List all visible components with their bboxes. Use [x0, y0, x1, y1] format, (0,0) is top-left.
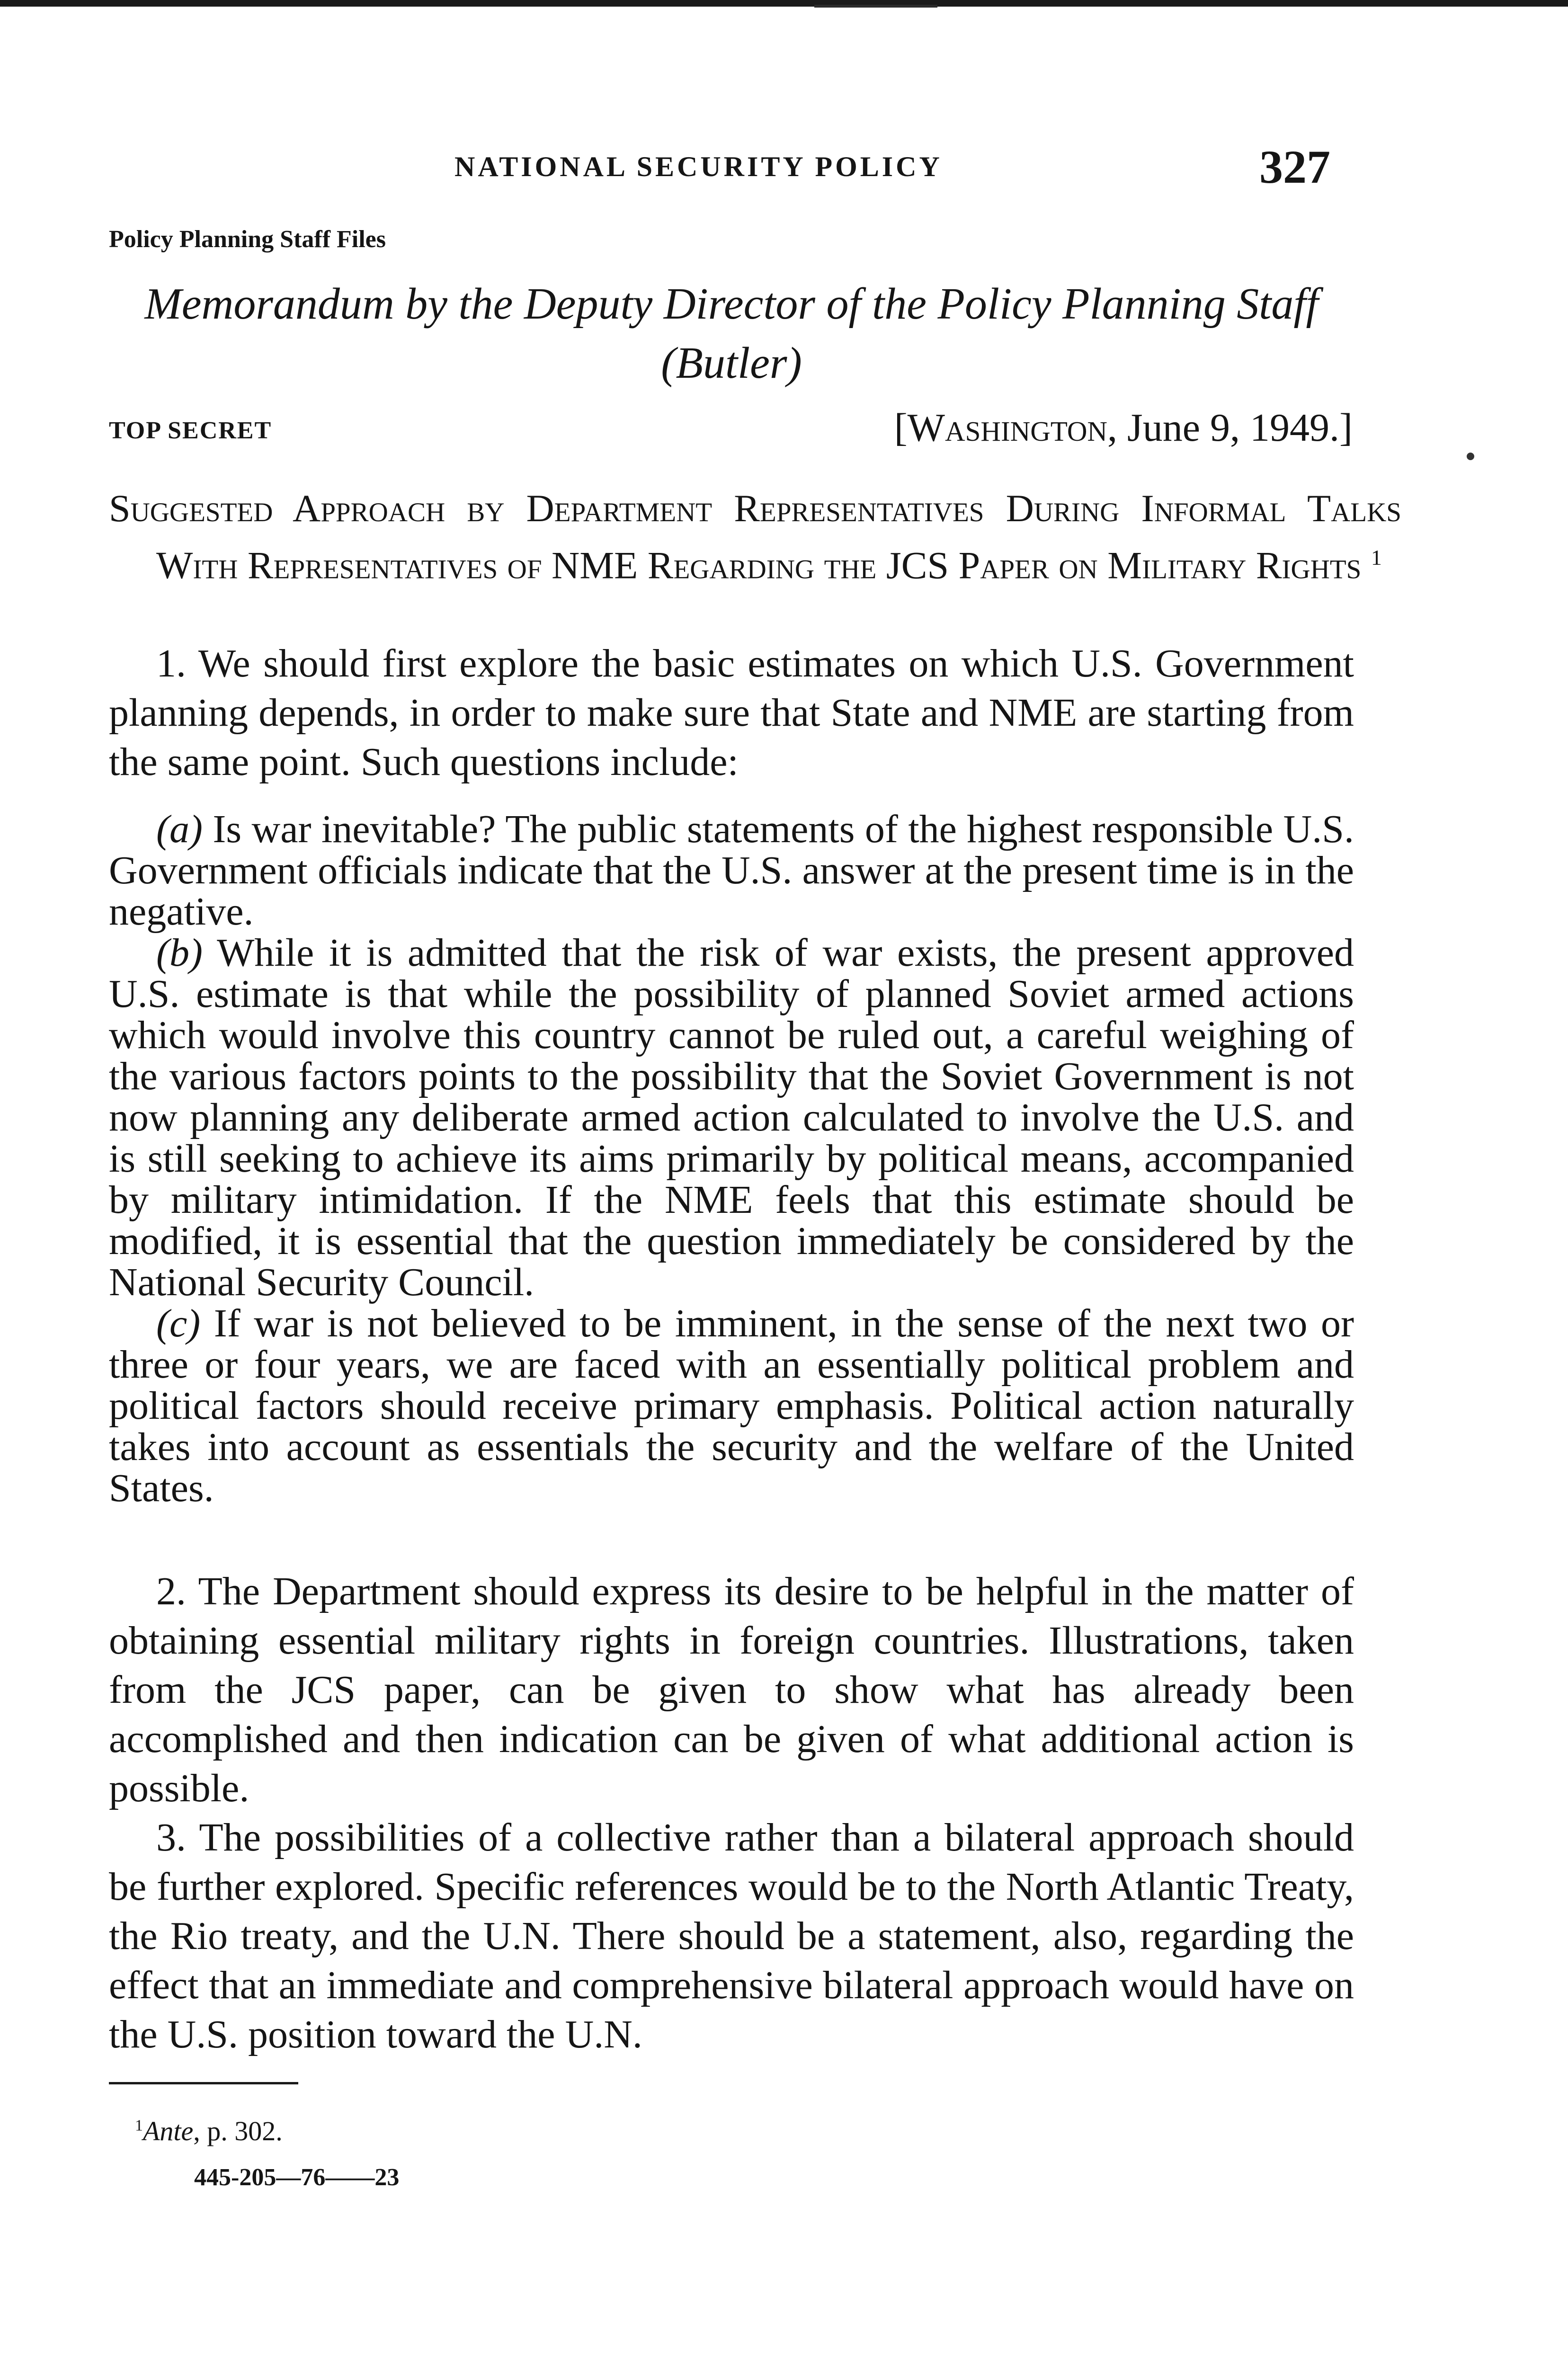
subparagraph-c-label: (c)	[156, 1301, 201, 1345]
subparagraph-b-label: (b)	[156, 931, 203, 975]
print-code: 445-205—76——23	[194, 2164, 400, 2191]
subparagraph-c-text: If war is not believed to be imminent, in the sense of the next two or three or four years, we are faced with an essentially political problem and political factors should receive primary emphasis. Political action naturally takes into account as essentials the security and the welfare of the United States.	[109, 1301, 1354, 1510]
subject-heading	[109, 484, 1401, 590]
memo-title-line-1: Memorandum by the Deputy Director of the Policy Planning Staff	[144, 279, 1319, 329]
subparagraph-a-label: (a)	[156, 807, 203, 851]
dateline-open: [	[894, 406, 908, 450]
page-number: 327	[1259, 141, 1330, 193]
running-head: NATIONAL SECURITY POLICY	[454, 151, 943, 182]
subparagraphs	[109, 809, 1354, 1509]
paragraph-3: 3. The possibilities of a collective rather than a bilateral approach should be further explored. Specific references would be to the North Atlantic Treaty, the Rio treaty, and the U.N. There should be a statement, also, regarding the effect that an immediate and comprehensive bilateral approach would have on the U.S. position toward the U.N.	[109, 1815, 1354, 2056]
footnote-marker: 1	[135, 2117, 143, 2135]
subparagraph-b-text: While it is admitted that the risk of war exists, the present approved U.S. estimate is that while the possibility of planned Soviet armed actions which would involve this country cannot be ruled out, a careful weighing of the various factors points to the possibility that the Soviet Government is not now planning any deliberate armed action calculated to involve the U.S. and is still seeking to achieve its aims primarily by political means, accompanied by military intimidation. If the NME feels that this estimate should be modified, it is essential that the question immediately be considered by the National Security Council.	[109, 931, 1354, 1304]
memo-title-line-2: (Butler)	[661, 338, 802, 388]
paragraph-2: 2. The Department should express its desire to be helpful in the matter of obtaining essential military rights in foreign countries. Illustrations, taken from the JCS paper, can be given to show what has already been accomplished and then indication can be given of what additional action is possible.	[109, 1569, 1354, 1810]
top-border-rule	[0, 0, 1568, 7]
footnote-ante: Ante	[143, 2116, 194, 2146]
stray-mark	[1467, 453, 1474, 460]
source-line: Policy Planning Staff Files	[109, 226, 386, 253]
footnote	[135, 2115, 283, 2147]
subparagraph-a-text: Is war inevitable? The public statements of the highest responsible U.S. Government officials indicate that the U.S. answer at the present time is in the negative.	[109, 807, 1354, 934]
classification-label: TOP SECRET	[109, 417, 272, 444]
subject-text: Suggested Approach by Department Representatives During Informal Talks With Representatives of NME Regarding the JCS Paper on Military Rights	[109, 487, 1401, 587]
subparagraph-b	[109, 932, 1354, 1303]
subparagraph-c	[109, 1303, 1354, 1509]
top-border-fleck	[814, 5, 937, 8]
footnote-ref: , p. 302.	[193, 2116, 283, 2146]
dateline	[894, 405, 1353, 451]
dateline-place: Washington	[907, 406, 1108, 450]
subparagraph-a	[109, 809, 1354, 932]
paragraph-1: 1. We should first explore the basic estimates on which U.S. Government planning depends, in order to make sure that State and NME are starting from the same point. Such questions include:	[109, 641, 1354, 784]
subject-footnote-ref: 1	[1371, 545, 1382, 570]
dateline-date: , June 9, 1949.]	[1107, 406, 1353, 450]
footnote-rule	[109, 2082, 298, 2084]
memo-title	[109, 275, 1354, 393]
